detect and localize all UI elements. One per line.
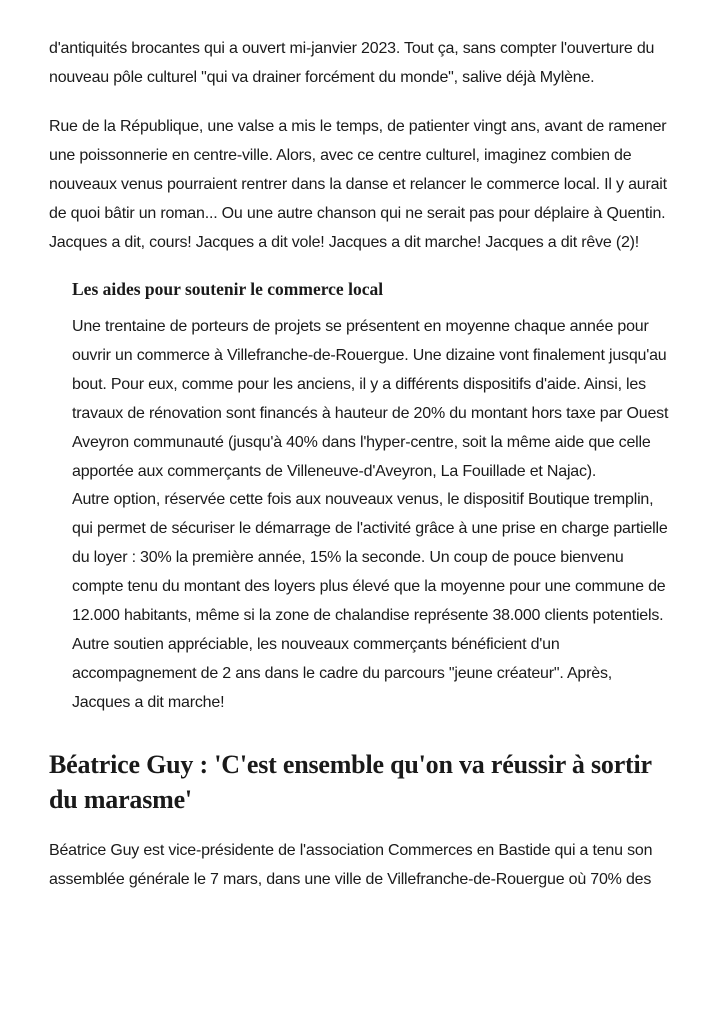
section-heading: Béatrice Guy : 'C'est ensemble qu'on va réussir à sortir du marasme' bbox=[49, 749, 652, 814]
aid-info-box bbox=[72, 275, 672, 718]
aid-box-title: Les aides pour soutenir le commerce local bbox=[72, 279, 384, 299]
article-paragraph-antiques: d'antiquités brocantes qui a ouvert mi-janvier 2023. Tout ça, sans compter l'ouverture du nouveau pôle culturel "qui va drainer forcément du monde", salive déjà Mylène. bbox=[49, 40, 655, 86]
aid-box-paragraph-tremplin: Autre option, réservée cette fois aux nouveaux venus, le dispositif Boutique tremplin, qui permet de sécuriser le démarrage de l'activité grâce à une prise en charge partielle du loyer : 30% la première année, 15% la seconde. Un coup de pouce bienvenu compte tenu du montant des loyers plus élevé que la moyenne pour une commune de 12.000 habitants, même si la zone de chalandise représente 38.000 clients potentiels. Autre soutien appréciable, les nouveaux commerçants bénéficient d'un accompagnement de 2 ans dans le cadre du parcours "jeune créateur". Après, Jacques a dit marche! bbox=[72, 491, 668, 711]
article-paragraph-beatrice: Béatrice Guy est vice-présidente de l'association Commerces en Bastide qui a tenu son assemblée générale le 7 mars, dans une ville de Villefranche-de-Rouergue où 70% des bbox=[49, 841, 653, 888]
aid-box-paragraph-renovation: Une trentaine de porteurs de projets se présentent en moyenne chaque année pour ouvrir un commerce à Villefranche-de-Rouergue. Une dizaine vont finalement jusqu'au bout. Pour eux, comme pour les anciens, il y a différents dispositifs d'aide. Ainsi, les travaux de rénovation sont financés à hauteur de 20% du montant hors taxe par Ouest Aveyron communauté (jusqu'à 40% dans l'hyper-centre, soit la même aide que celle apportée aux commerçants de Villeneuve-d'Aveyron, La Fouillade et Najac). bbox=[72, 318, 669, 480]
article-paragraph-republique: Rue de la République, une valse a mis le temps, de patienter vingt ans, avant de ramener une poissonnerie en centre-ville. Alors, avec ce centre culturel, imaginez combien de nouveaux venus pourraient rentrer dans la danse et relancer le commerce local. Il y aurait de quoi bâtir un roman... Ou une autre chanson qui ne serait pas pour déplaire à Quentin. Jacques a dit, cours! Jacques a dit vole! Jacques a dit marche! Jacques a dit rêve (2)! bbox=[49, 118, 667, 251]
article-body bbox=[49, 0, 675, 894]
